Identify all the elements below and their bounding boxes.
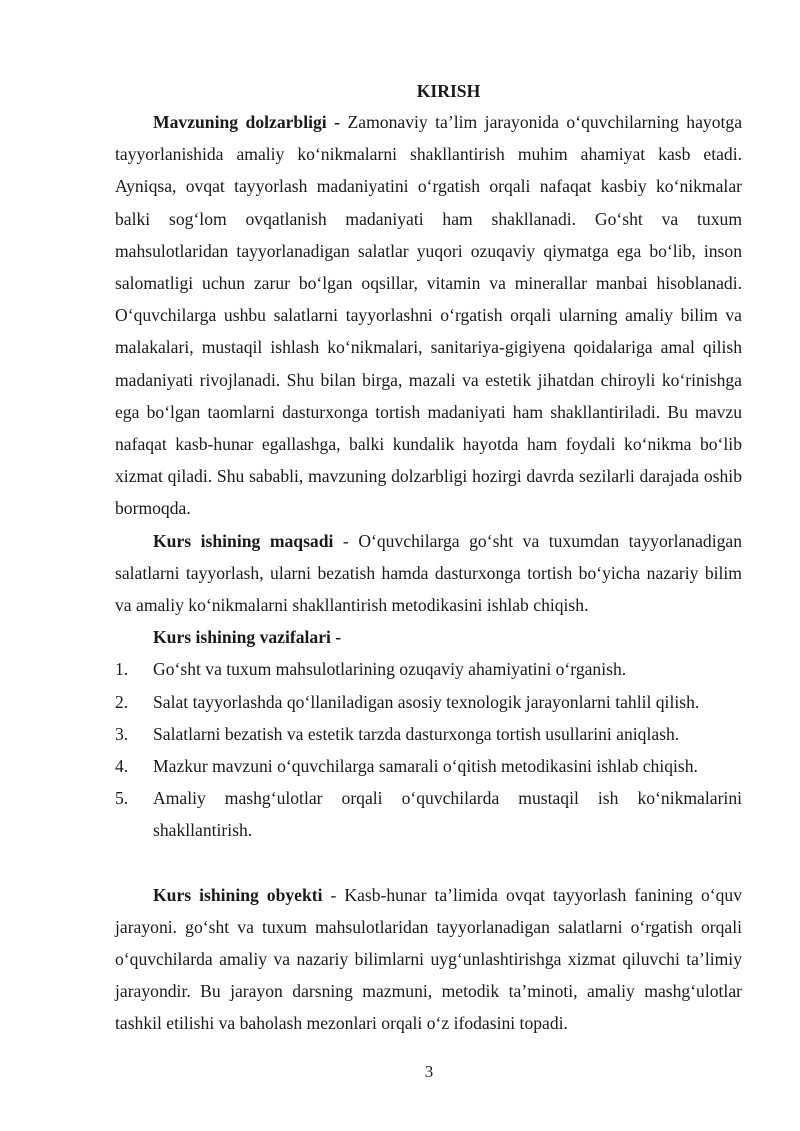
list-item-number: 2.: [115, 691, 129, 712]
relevance-text: Zamonaviy ta’lim jarayonida o‘quvchilarning hayotga tayyorlanishida amaliy ko‘nikmalarni shakllantirish muhim ahamiyat kasb etadi. Ayniqsa, ovqat tayyorlash madaniyatini o‘rgatish orqali nafaqat kasbiy ko‘nikmalar balki sog‘lom ovqatlanish madaniyati ham shakllanadi. Go‘sht va tuxum mahsulotlaridan tayyorlanadigan salatlar yuqori ozuqaviy qiymatga ega bo‘lib, inson salomatligi uchun zarur bo‘lgan oqsillar, vitamin va minerallar manbai hisoblanadi. O‘quvchilarga ushbu salatlarni tayyorlashni o‘rgatish orqali ularning amaliy bilim va malakalari, mustaqil ishlash ko‘nikmalari, sanitariya-gigiyena qoidalariga amal qilish madaniyati rivojlanadi. Shu bilan birga, mazali va estetik jihatdan chiroyli ko‘rinishga ega bo‘lgan taomlarni dasturxonga tortish madaniyati ham shakllantiriladi. Bu mavzu nafaqat kasb-hunar egallashga, balki kundalik hayotda ham foydali ko‘nikma bo‘lib xizmat qiladi. Shu sababli, mavzuning dolzarbligi hozirgi davrda sezilarli darajada oshib bormoqda.: [115, 112, 743, 519]
tasks-heading: Kurs ishining vazifalari -: [153, 627, 342, 648]
page-title: KIRISH: [416, 81, 481, 101]
object-heading: Kurs ishining obyekti: [153, 884, 323, 905]
relevance-paragraph: [115, 106, 742, 525]
goal-heading: Kurs ishining maqsadi: [153, 530, 334, 551]
list-item-number: 3.: [115, 723, 129, 744]
list-item: [115, 718, 742, 750]
page-number: 3: [424, 1062, 434, 1081]
list-item: [115, 686, 742, 718]
document-page: [115, 76, 742, 1040]
list-item-text: Salat tayyorlashda qo‘llaniladigan asosiy texnologik jarayonlarni tahlil qilish.: [153, 691, 700, 712]
list-item-number: 1.: [115, 659, 129, 680]
goal-paragraph: [115, 525, 742, 622]
list-item-text: Go‘sht va tuxum mahsulotlarining ozuqaviy ahamiyatini o‘rganish.: [153, 659, 627, 680]
relevance-heading: Mavzuning dolzarbligi -: [153, 112, 341, 132]
goal-text: - O‘quvchilarga go‘sht va tuxumdan tayyorlanadigan salatlarni tayyorlash, ularni bezatish hamda dasturxonga tortish bo‘yicha nazariy bilim va amaliy ko‘nikmalarni shakllantirish metodikasini ishlab chiqish.: [115, 530, 743, 616]
list-item-text: Salatlarni bezatish va estetik tarzda dasturxonga tortish usullarini aniqlash.: [153, 723, 680, 744]
list-item: [115, 750, 742, 782]
list-item-number: 4.: [115, 756, 129, 777]
list-item: [115, 782, 742, 846]
list-item-number: 5.: [115, 788, 129, 809]
list-item-text: Mazkur mavzuni o‘quvchilarga samarali o‘qitish metodikasini ishlab chiqish.: [153, 756, 698, 777]
tasks-list: [115, 653, 742, 846]
paragraph-spacer: [115, 847, 742, 879]
object-text: - Kasb-hunar ta’limida ovqat tayyorlash fanining o‘quv jarayoni. go‘sht va tuxum mahsulotlaridan tayyorlanadigan salatlarni o‘rgatish orqali o‘quvchilarda amaliy va nazariy bilimlarni uyg‘unlashtirishga xizmat qiluvchi ta’limiy jarayondir. Bu jarayon darsning mazmuni, metodik ta’minoti, amaliy mashg‘ulotlar tashkil etilishi va baholash mezonlari orqali o‘z ifodasini topadi.: [115, 884, 742, 1034]
list-item-text: Amaliy mashg‘ulotlar orqali o‘quvchilarda mustaqil ish ko‘nikmalarini shakllantirish.: [153, 788, 742, 841]
object-paragraph: [115, 879, 742, 1040]
list-item: [115, 653, 742, 685]
